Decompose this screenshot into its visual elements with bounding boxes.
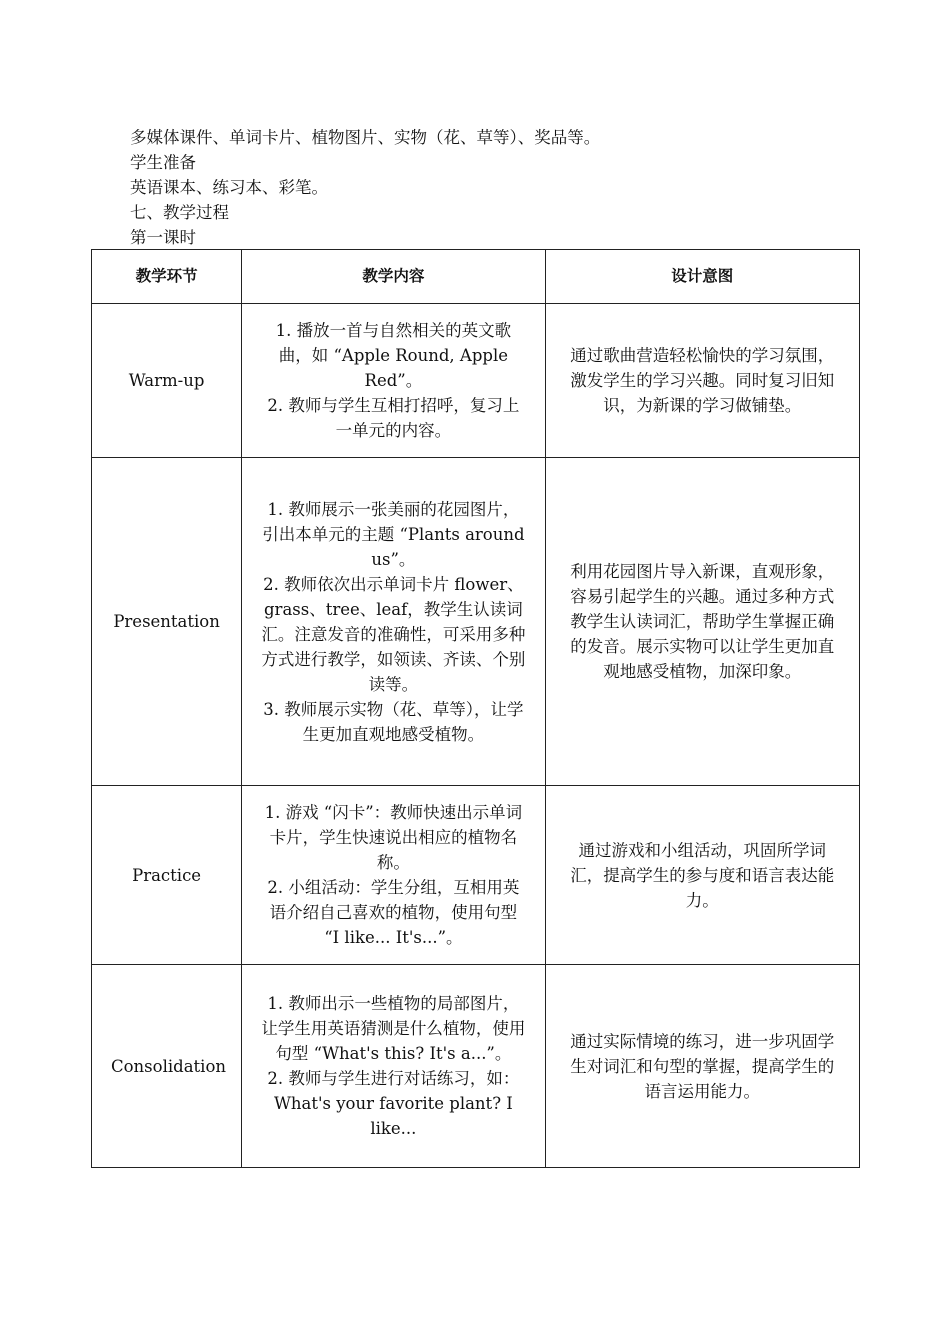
intent-cell: 通过游戏和小组活动，巩固所学词汇，提高学生的参与度和语言表达能力。 (545, 786, 859, 965)
content-item: 1. 播放一首与自然相关的英文歌曲，如 “Apple Round, Apple Red”。 (275, 321, 512, 390)
content-item: 1. 教师展示一张美丽的花园图片，引出本单元的主题 “Plants around us”。 (262, 499, 525, 569)
stage-cell: Presentation (92, 458, 242, 786)
header-content: 教学内容 (242, 250, 545, 304)
content-cell (242, 786, 545, 965)
table-row (92, 786, 860, 965)
intent-cell: 通过实际情境的练习，进一步巩固学生对词汇和句型的掌握，提高学生的语言运用能力。 (545, 965, 859, 1168)
header-intent: 设计意图 (545, 250, 859, 304)
intent-cell: 通过歌曲营造轻松愉快的学习氛围，激发学生的学习兴趣。同时复习旧知识，为新课的学习做铺垫。 (545, 304, 859, 458)
teaching-process-heading: 七、教学过程 (130, 203, 229, 222)
content-item: 3. 教师展示实物（花、草等），让学生更加直观地感受植物。 (263, 699, 524, 744)
lesson-table (91, 249, 860, 1168)
stage-cell: Warm-up (92, 304, 242, 458)
content-cell (242, 458, 545, 786)
table-row (92, 304, 860, 458)
intent-cell: 利用花园图片导入新课，直观形象，容易引起学生的兴趣。通过多种方式教学生认读词汇，帮助学生掌握正确的发音。展示实物可以让学生更加直观地感受植物，加深印象。 (545, 458, 859, 786)
content-item: 2. 教师与学生互相打招呼，复习上一单元的内容。 (267, 396, 520, 440)
content-cell (242, 965, 545, 1168)
first-lesson-heading: 第一课时 (130, 228, 196, 247)
student-prep-heading: 学生准备 (130, 153, 196, 172)
table-row (92, 965, 860, 1168)
stage-cell: Consolidation (92, 965, 242, 1168)
content-item: 2. 教师与学生进行对话练习，如：What's your favorite plant? I like... (267, 1069, 520, 1138)
intro-section (130, 125, 850, 250)
content-item: 2. 教师依次出示单词卡片 flower、grass、tree、leaf，教学生认读词汇。注意发音的准确性，可采用多种方式进行教学，如领读、齐读、个别读等。 (261, 574, 526, 694)
table-row (92, 458, 860, 786)
header-stage: 教学环节 (92, 250, 242, 304)
content-item: 1. 游戏 “闪卡”：教师快速出示单词卡片，学生快速说出相应的植物名称。 (264, 803, 523, 872)
table-header-row (92, 250, 860, 304)
materials-line: 多媒体课件、单词卡片、植物图片、实物（花、草等）、奖品等。 (130, 128, 601, 147)
stage-cell: Practice (92, 786, 242, 965)
student-prep-line: 英语课本、练习本、彩笔。 (130, 178, 328, 197)
content-cell (242, 304, 545, 458)
content-item: 1. 教师出示一些植物的局部图片，让学生用英语猜测是什么植物，使用句型 “What's this? It's a...”。 (261, 994, 526, 1063)
content-item: 2. 小组活动：学生分组，互相用英语介绍自己喜欢的植物，使用句型 “I like... It's...”。 (267, 878, 520, 947)
